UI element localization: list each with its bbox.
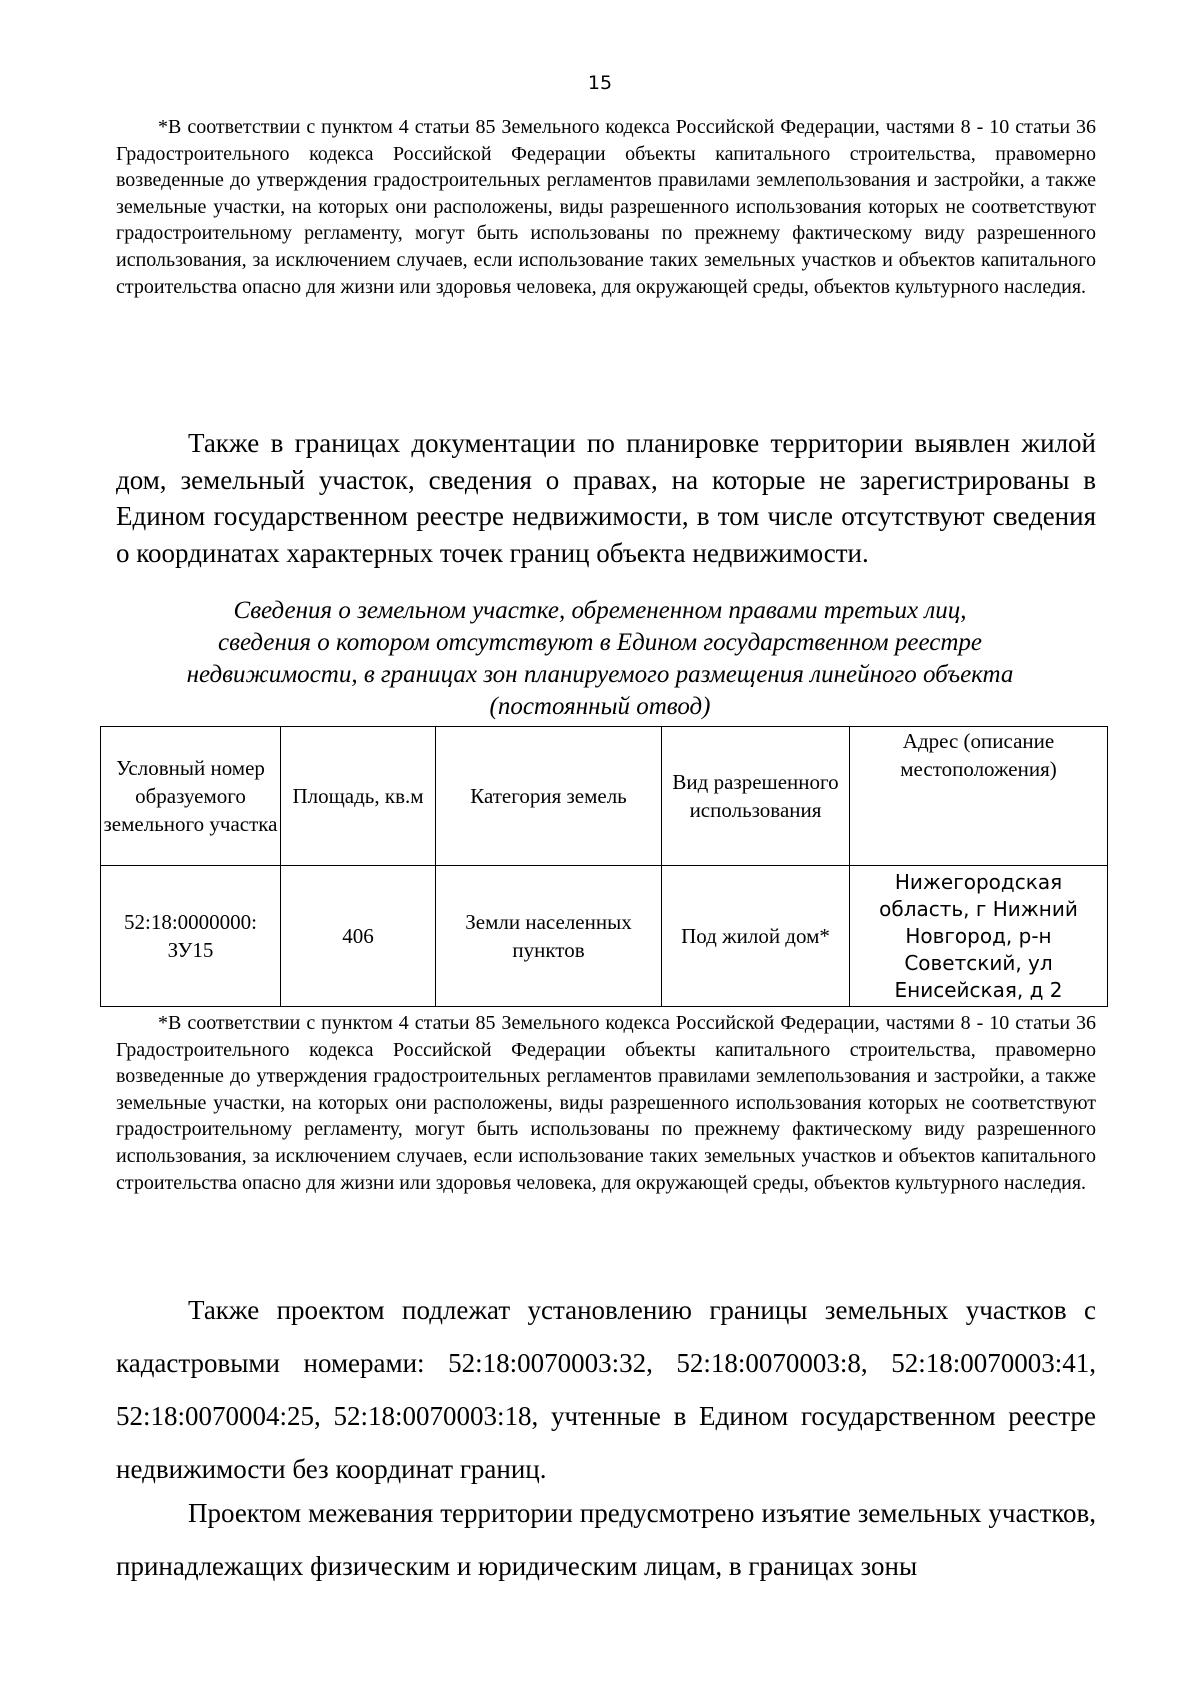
paragraph-boundaries-text: Также проектом подлежат установлению границы земельных участков с кадастровыми номерами: 52:18:0070003:32, 52:18:0070003:8, 52:18:0070003:41, 52:18:0070004:25, 52:18:0070003:18, учтенные в Едином государственном реестре недвижимости без координат границ. — [116, 1295, 1096, 1484]
footnote-bottom-text: *В соответствии с пунктом 4 статьи 85 Земельного кодекса Российской Федерации, частями 8 - 10 статьи 36 Градостроительного кодекса Российской Федерации объекты капитального строительства, правомерно возведенные до утверждения градостроительных регламентов правилами землепользования и застройки, а также земельные участки, на которых они расположены, виды разрешенного использования которых не соответствуют градостроительному регламенту, могут быть использованы по прежнему фактическому виду разрешенного использования, за исключением случаев, если использование таких земельных участков и объектов капитального строительства опасно для жизни или здоровья человека, для окружающей среды, объектов культурного наследия. — [116, 1012, 1096, 1194]
table-caption — [100, 595, 1100, 723]
footnote-top — [116, 114, 1096, 300]
table-caption-line-4: (постоянный отвод) — [489, 693, 711, 720]
page-number: 15 — [587, 72, 613, 94]
cell-plot-number — [101, 866, 281, 1007]
header-land-category: Категория земель — [436, 727, 662, 866]
table-caption-line-2: сведения о котором отсутствуют в Едином государственном реестре — [218, 629, 982, 656]
cell-address: Нижегородская область, г Нижний Новгород, р-н Советский, ул Енисейская, д 2 — [850, 866, 1108, 1007]
table-caption-line-1: Сведения о земельном участке, обремененном правами третьих лиц, — [233, 597, 967, 624]
paragraph-unregistered-house-text: Также в границах документации по планировке территории выявлен жилой дом, земельный участок, сведения о правах, на которые не зарегистрированы в Едином государственном реестре недвижимости, в том числе отсутствуют сведения о координатах характерных точек границ объекта недвижимости. — [116, 428, 1096, 568]
plot-number-line-1: 52:18:0000000: — [123, 910, 257, 934]
plot-number-line-2: ЗУ15 — [167, 938, 214, 962]
header-address: Адрес (описание местоположения) — [850, 727, 1108, 866]
cell-land-category: Земли населенных пунктов — [436, 866, 662, 1007]
paragraph-seizure — [116, 1487, 1096, 1593]
table-caption-line-3: недвижимости, в границах зон планируемого размещения линейного объекта — [186, 661, 1014, 688]
paragraph-unregistered-house — [116, 425, 1096, 571]
header-area: Площадь, кв.м — [281, 727, 436, 866]
table-row — [101, 866, 1108, 1007]
cell-area: 406 — [281, 866, 436, 1007]
footnote-bottom — [116, 1010, 1096, 1196]
paragraph-seizure-text: Проектом межевания территории предусмотрено изъятие земельных участков, принадлежащих физическим и юридическим лицам, в границах зоны — [116, 1498, 1096, 1581]
land-plot-table — [100, 726, 1108, 1007]
table-header-row — [101, 727, 1108, 866]
header-plot-number: Условный номер образуемого земельного участка — [101, 727, 281, 866]
paragraph-boundaries — [116, 1284, 1096, 1496]
header-permitted-use: Вид разрешенного использования — [662, 727, 850, 866]
cell-permitted-use: Под жилой дом* — [662, 866, 850, 1007]
footnote-top-text: *В соответствии с пунктом 4 статьи 85 Земельного кодекса Российской Федерации, частями 8 - 10 статьи 36 Градостроительного кодекса Российской Федерации объекты капитального строительства, правомерно возведенные до утверждения градостроительных регламентов правилами землепользования и застройки, а также земельные участки, на которых они расположены, виды разрешенного использования которых не соответствуют градостроительному регламенту, могут быть использованы по прежнему фактическому виду разрешенного использования, за исключением случаев, если использование таких земельных участков и объектов капитального строительства опасно для жизни или здоровья человека, для окружающей среды, объектов культурного наследия. — [116, 116, 1096, 298]
